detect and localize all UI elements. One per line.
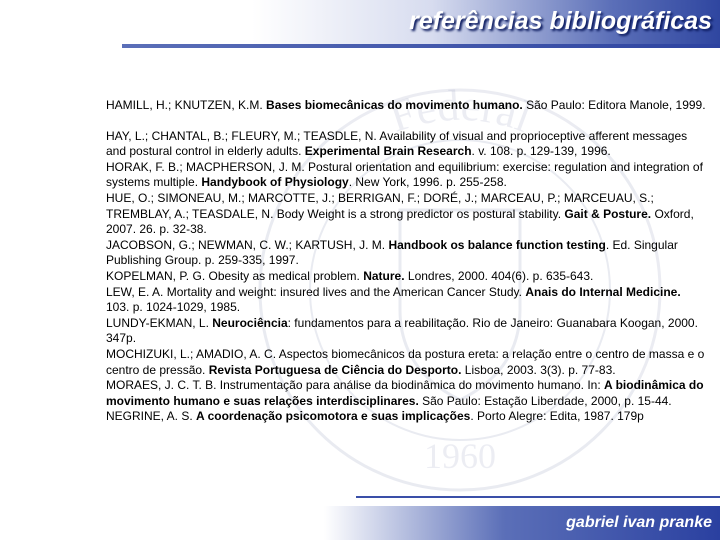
reference-entry bbox=[106, 316, 706, 347]
reference-text: LUNDY-EKMAN, L. bbox=[106, 315, 213, 330]
reference-title: Revista Portuguesa de Ciência do Desporto. bbox=[208, 362, 462, 377]
reference-title: A biodinâmica do movimento humano e suas relações interdisciplinares. bbox=[106, 378, 704, 408]
reference-title: Handbook os balance function testing bbox=[388, 237, 606, 252]
reference-text: JACOBSON, G.; NEWMAN, C. W.; KARTUSH, J. M. bbox=[106, 237, 389, 252]
reference-list bbox=[106, 98, 706, 425]
reference-text: . v. 108. p. 129-139, 1996. bbox=[471, 144, 611, 159]
header-rule bbox=[122, 44, 720, 48]
reference-title: A coordenação psicomotora e suas implicações bbox=[196, 409, 471, 424]
seal-year: 1960 bbox=[424, 436, 496, 476]
author-name: gabriel ivan pranke bbox=[566, 514, 712, 531]
reference-text: . New York, 1996. p. 255-258. bbox=[348, 175, 507, 190]
reference-entry bbox=[106, 238, 706, 269]
reference-entry bbox=[106, 98, 706, 114]
reference-title: Gait & Posture. bbox=[564, 206, 652, 221]
reference-text: Oxford, 2007. 26. p. 32-38. bbox=[106, 206, 694, 237]
reference-entry bbox=[106, 160, 706, 191]
reference-text: HORAK, F. B.; MACPHERSON, J. M. Postural orientation and equilibrium: exercise: regulation and integration of systems multiple. bbox=[106, 159, 703, 190]
footer-rule bbox=[356, 496, 720, 498]
reference-title: Anais do Internal Medicine. bbox=[525, 284, 681, 299]
page-title: referências bibliográficas bbox=[409, 7, 712, 35]
seal-arc-text: Federal bbox=[383, 80, 538, 142]
reference-text: . Ed. Singular Publishing Group. p. 259-335, 1997. bbox=[106, 237, 678, 268]
reference-title: Nature. bbox=[363, 268, 405, 283]
reference-entry bbox=[106, 347, 706, 378]
reference-title: Handybook of Physiology bbox=[201, 175, 349, 190]
reference-text: HUE, O.; SIMONEAU, M.; MARCOTTE, J.; BERRIGAN, F.; DORÉ, J.; MARCEAU, P.; MARCEUAU, S.; TREMBLAY, A.; TEASDALE, N. Body Weight is a strong predictor os postural stability. bbox=[106, 190, 654, 221]
reference-entry bbox=[106, 378, 706, 409]
reference-text: MORAES, J. C. T. B. Instrumentação para análise da biodinâmica do movimento humano. In: bbox=[106, 378, 605, 393]
reference-text: São Paulo: Estação Liberdade, 2000, p. 15-44. bbox=[418, 393, 672, 408]
reference-text: MOCHIZUKI, L.; AMADIO, A. C. Aspectos biomecânicos da postura ereta: a relação entre o centro de massa e o centro de pressão. bbox=[106, 346, 705, 377]
reference-text: São Paulo: Editora Manole, 1999. bbox=[522, 98, 706, 112]
reference-text: Londres, 2000. 404(6). p. 635-643. bbox=[404, 268, 594, 283]
reference-text: LEW, E. A. Mortality and weight: insured lives and the American Cancer Study. bbox=[106, 284, 526, 299]
reference-entry bbox=[106, 269, 706, 285]
reference-text: 103. p. 1024-1029, 1985. bbox=[106, 300, 241, 315]
reference-entry bbox=[106, 409, 706, 425]
reference-text: Lisboa, 2003. 3(3). p. 77-83. bbox=[461, 362, 616, 377]
reference-text: . Porto Alegre: Edita, 1987. 179p bbox=[470, 409, 644, 424]
reference-title: Bases biomecânicas do movimento humano. bbox=[266, 98, 523, 112]
reference-text: NEGRINE, A. S. bbox=[106, 409, 197, 424]
reference-title: Neurociência bbox=[212, 315, 288, 330]
reference-text: HAMILL, H.; KNUTZEN, K.M. bbox=[106, 98, 267, 112]
reference-text: HAY, L.; CHANTAL, B.; FLEURY, M.; TEASDLE, N. Availability of visual and proprioceptive afferent messages and postural control in elderly adults. bbox=[106, 128, 688, 159]
reference-text: : fundamentos para a reabilitação. Rio de Janeiro: Guanabara Koogan, 2000. 347p. bbox=[106, 315, 698, 346]
reference-entry bbox=[106, 191, 706, 238]
reference-entry bbox=[106, 285, 706, 316]
reference-text: KOPELMAN, P. G. Obesity as medical problem. bbox=[106, 268, 364, 283]
reference-title: Experimental Brain Research bbox=[304, 144, 472, 159]
reference-entry bbox=[106, 129, 706, 160]
